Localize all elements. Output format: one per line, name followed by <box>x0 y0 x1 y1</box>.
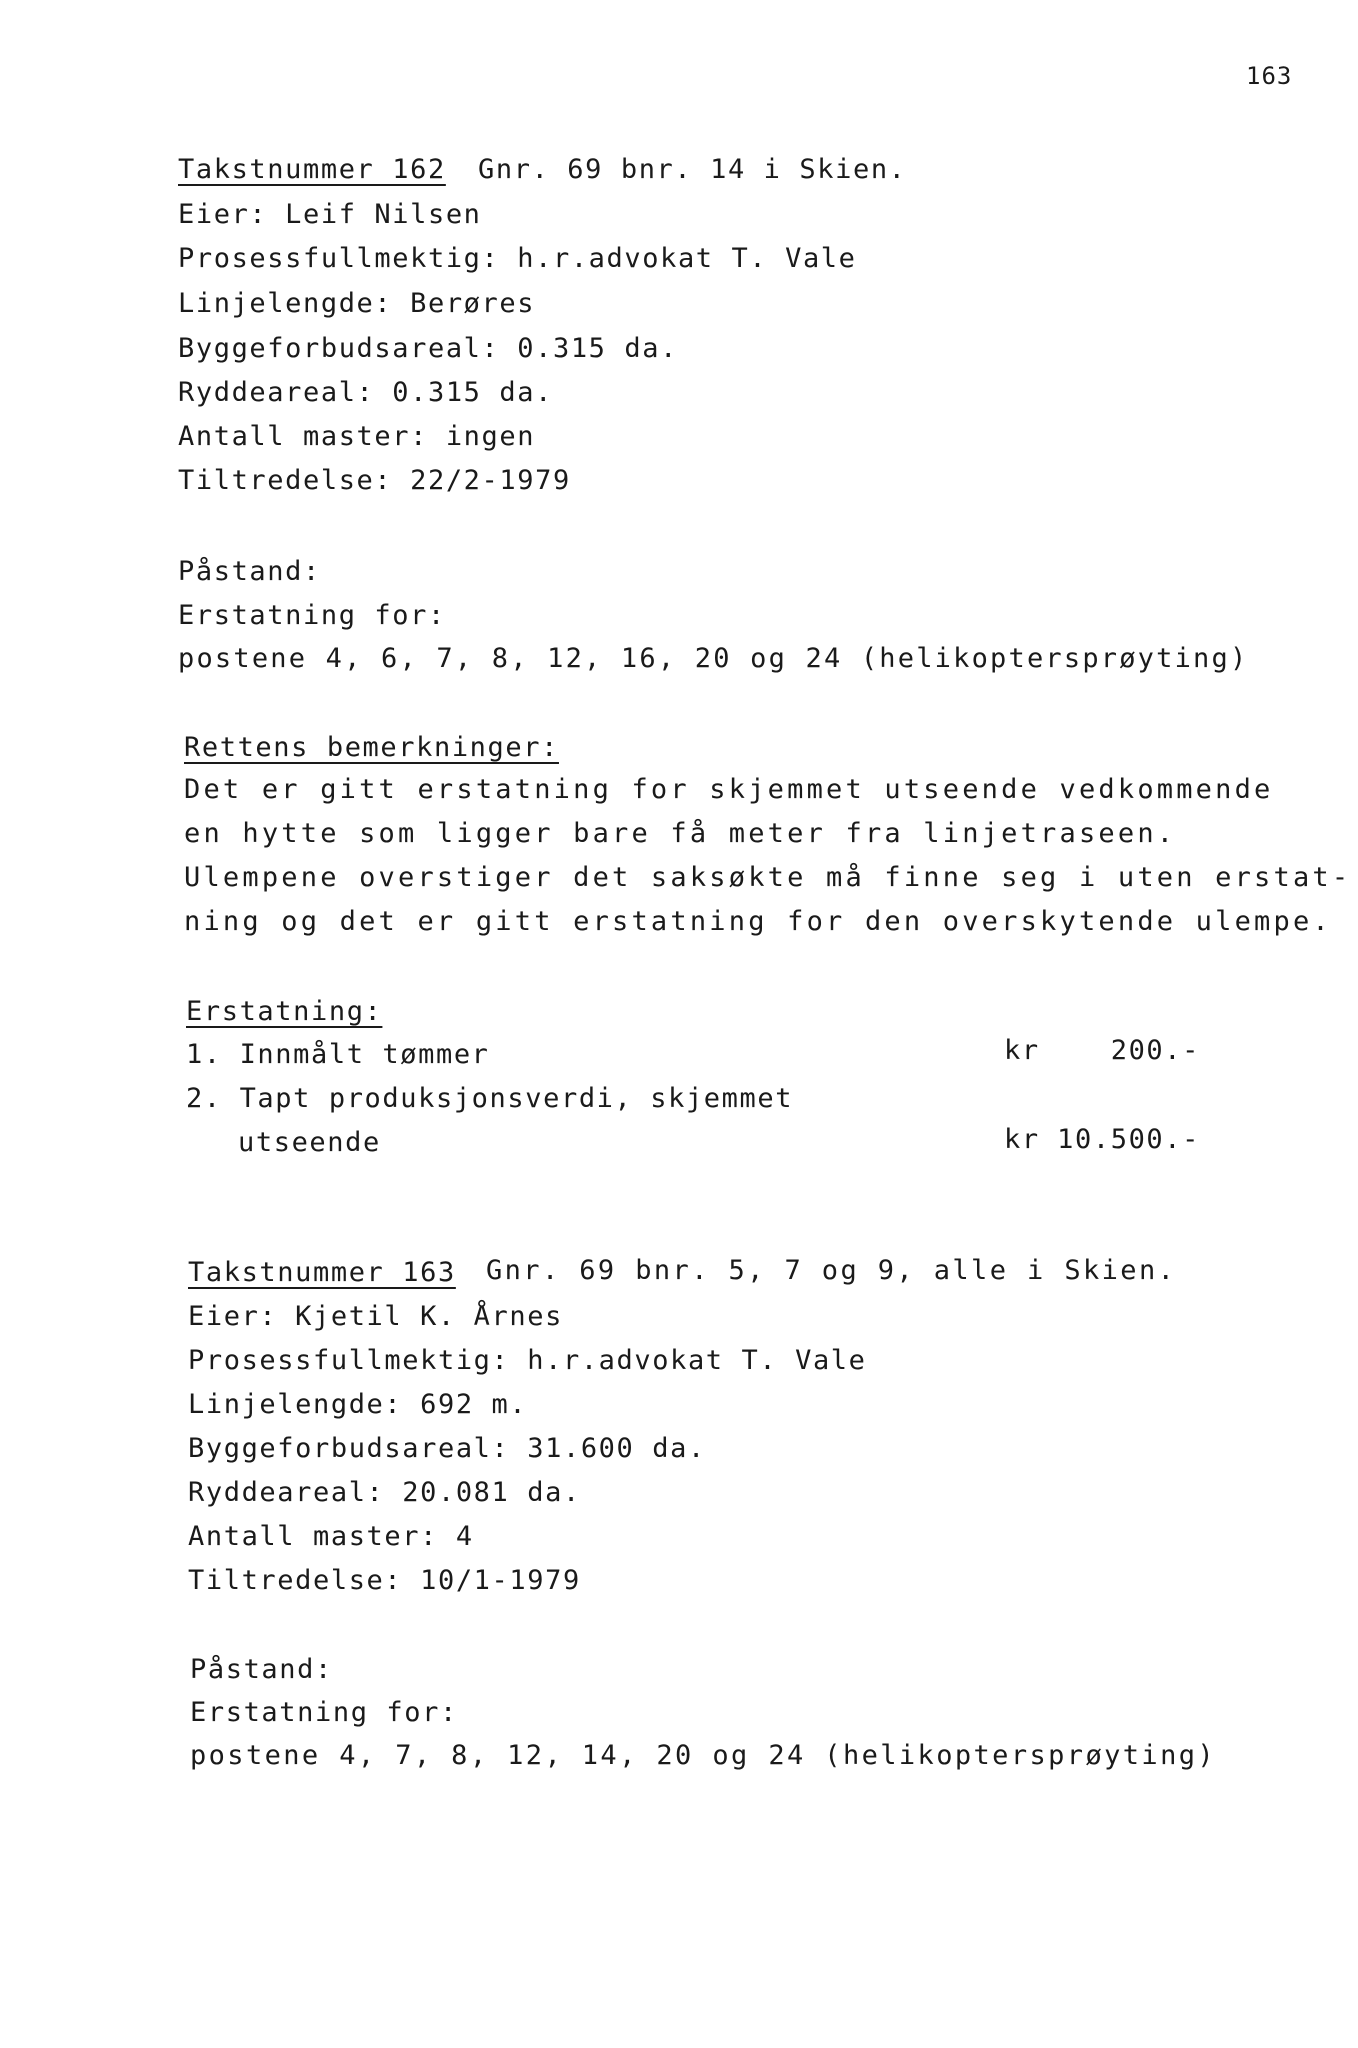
entry1-building-ban-area: Byggeforbudsareal: 0.315 da. <box>178 333 678 364</box>
entry1-title: Takstnummer 162 <box>178 154 446 185</box>
entry1-claim-heading: Påstand: <box>178 556 321 587</box>
compensation-item-currency: kr <box>1004 1035 1040 1066</box>
entry1-attorney: Prosessfullmektig: h.r.advokat T. Vale <box>178 243 857 274</box>
entry2-attorney: Prosessfullmektig: h.r.advokat T. Vale <box>188 1345 867 1376</box>
entry1-remarks-line: Det er gitt erstatning for skjemmet utseende vedkommende <box>184 774 1274 805</box>
entry1-claim-items: postene 4, 6, 7, 8, 12, 16, 20 og 24 (helikoptersprøyting) <box>178 643 1249 674</box>
entry1-compensation-heading: Erstatning: <box>186 996 383 1027</box>
compensation-item-currency: kr <box>1004 1124 1040 1155</box>
entry2-building-ban-area: Byggeforbudsareal: 31.600 da. <box>188 1433 706 1464</box>
compensation-item-label: 2. Tapt produksjonsverdi, skjemmet <box>186 1083 794 1114</box>
entry2-masts: Antall master: 4 <box>188 1521 474 1552</box>
compensation-item-amount: 200.- <box>1110 1035 1200 1066</box>
entry1-remarks-line: ning og det er gitt erstatning for den overskytende ulempe. <box>184 906 1332 937</box>
entry2-claim-items: postene 4, 7, 8, 12, 14, 20 og 24 (helikoptersprøyting) <box>190 1740 1217 1771</box>
entry1-entry-date: Tiltredelse: 22/2-1979 <box>178 465 571 496</box>
entry2-line-length: Linjelengde: 692 m. <box>188 1389 528 1420</box>
entry2-claim-for: Erstatning for: <box>190 1697 458 1728</box>
entry1-remarks-line: en hytte som ligger bare få meter fra linjetraseen. <box>184 818 1177 849</box>
entry1-claim-for: Erstatning for: <box>178 600 446 631</box>
entry1-remarks-line: Ulempene overstiger det saksøkte må finne seg i uten erstat- <box>184 862 1352 893</box>
entry2-claim-heading: Påstand: <box>190 1654 333 1685</box>
page-number: 163 <box>1246 62 1293 90</box>
compensation-item-label-continued: utseende <box>238 1127 381 1158</box>
entry2-title: Takstnummer 163 <box>188 1257 456 1288</box>
compensation-item-amount: 10.500.- <box>1057 1124 1200 1155</box>
entry1-clearing-area: Ryddeareal: 0.315 da. <box>178 377 553 408</box>
entry2-clearing-area: Ryddeareal: 20.081 da. <box>188 1477 581 1508</box>
entry2-owner: Eier: Kjetil K. Årnes <box>188 1301 563 1332</box>
entry1-line-length: Linjelengde: Berøres <box>178 288 536 319</box>
entry1-masts: Antall master: ingen <box>178 421 536 452</box>
entry2-property: Gnr. 69 bnr. 5, 7 og 9, alle i Skien. <box>486 1255 1177 1286</box>
entry1-remarks-heading: Rettens bemerkninger: <box>184 732 559 763</box>
entry1-property: Gnr. 69 bnr. 14 i Skien. <box>478 154 907 185</box>
entry1-owner: Eier: Leif Nilsen <box>178 199 482 230</box>
entry2-entry-date: Tiltredelse: 10/1-1979 <box>188 1565 581 1596</box>
compensation-item-label: 1. Innmålt tømmer <box>186 1039 490 1070</box>
